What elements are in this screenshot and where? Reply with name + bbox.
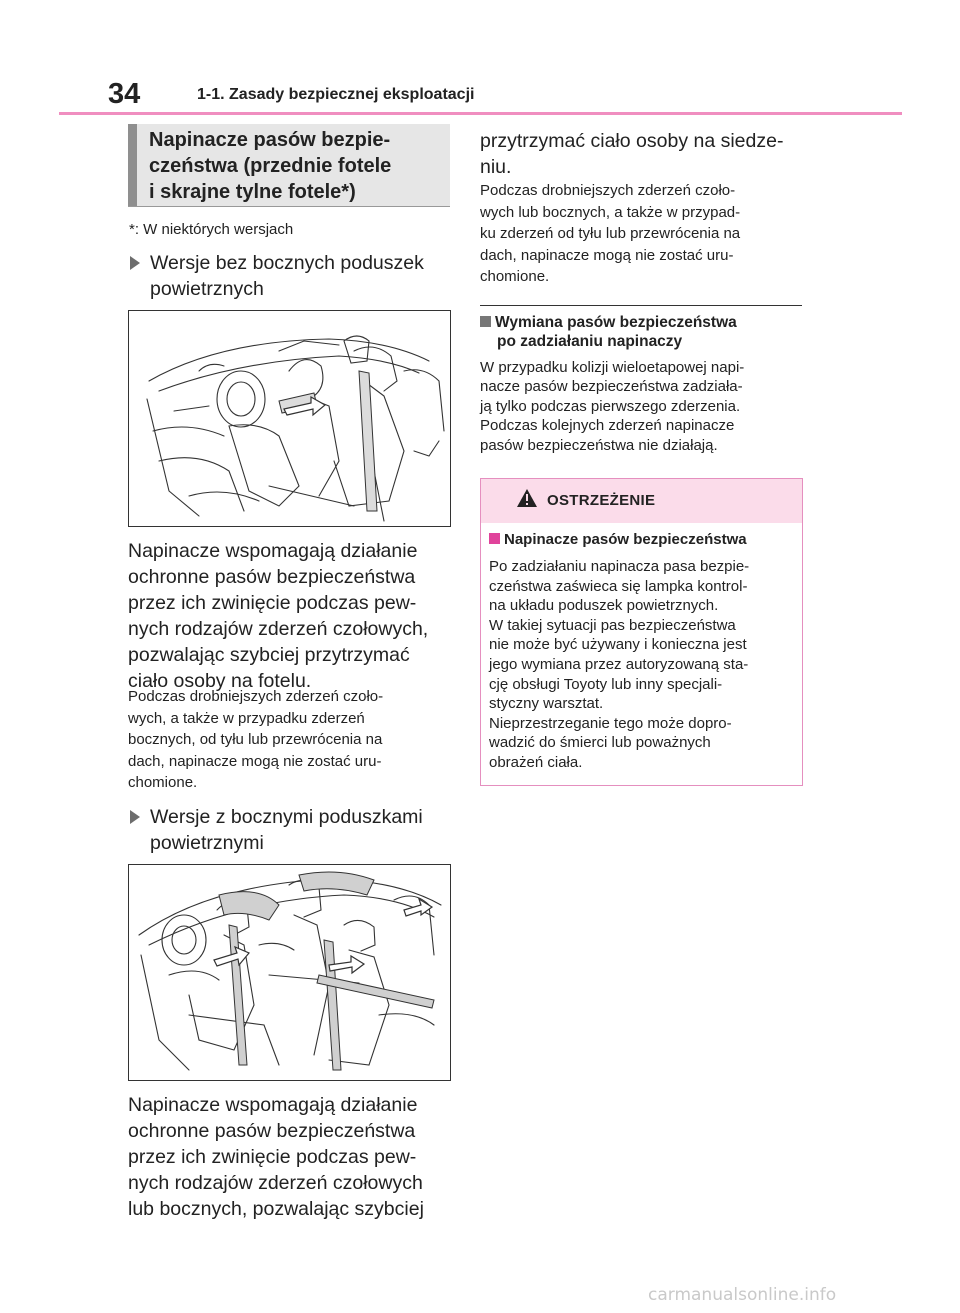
warning-line: czeństwa zaświeca się lampka kontrol- [489,577,748,595]
paragraph-line: ciało osoby na fotelu. [128,670,312,692]
bullet-title [130,804,460,856]
paragraph-line: ochronne pasów bezpieczeństwa [128,1120,416,1142]
paragraph-line: Napinacze wspomagają działanie [128,1094,418,1116]
bullet-line: Wersje z bocznymi poduszkami [150,806,423,828]
paragraph-continued [480,128,783,180]
paragraph-line: ją tylko podczas pierwszego zderzenia. [480,397,741,415]
paragraph-line: W przypadku kolizji wieloetapowej napi- [480,359,745,376]
paragraph-line: Podczas drobniejszych zderzeń czoło- [128,688,384,705]
square-bullet-icon [480,316,491,327]
paragraph-line: wych, a także w przypadku zderzeń [128,709,365,727]
warning-label: OSTRZEŻENIE [547,492,656,509]
paragraph [128,1092,424,1222]
heading-line: Napinacze pasów bezpie- [149,129,391,151]
warning-body [489,557,749,773]
heading-line: czeństwa (przednie fotele [149,155,392,177]
paragraph-line: pozwalając szybciej przytrzymać [128,644,410,666]
warning-line: wadzić do śmierci lub poważnych [489,734,711,752]
note-paragraph [480,180,740,288]
warning-box [480,478,803,786]
paragraph-line: bocznych, od tyłu lub przewrócenia na [128,731,383,748]
paragraph-line: Podczas kolejnych zderzeń napinacze [480,417,735,435]
paragraph [128,538,428,694]
warning-subtitle-text: Napinacze pasów bezpieczeństwa [504,531,747,548]
paragraph [480,358,744,455]
warning-line: W takiej sytuacji pas bezpieczeństwa [489,616,736,634]
bullet-line: powietrznych [150,278,264,300]
subsection-title-line: po zadziałaniu napinaczy [497,333,683,350]
paragraph-line: Napinacze wspomagają działanie [128,540,418,562]
paragraph-line: nacze pasów bezpieczeństwa zadziała- [480,378,743,396]
bullet-title [130,250,460,302]
watermark: carmanualsonline.info [648,1285,837,1305]
subsection-title [480,313,810,351]
paragraph-line: przytrzymać ciało osoby na siedze- [480,130,784,152]
seatbelt-pretensioner-illustration [128,310,451,527]
bullet-line: powietrznymi [150,832,264,854]
header-rule [59,112,902,115]
warning-subtitle [489,531,747,548]
paragraph-line: przez ich zwinięcie podczas pew- [128,592,417,614]
bullet-line: Wersje bez bocznych poduszek [150,252,424,274]
paragraph-line: niu. [480,156,512,178]
warning-line: jego wymiana przez autoryzowaną sta- [489,655,749,673]
square-bullet-icon [489,533,500,544]
warning-line: na układu poduszek powietrznych. [489,597,719,615]
paragraph-line: chomione. [128,774,198,791]
bullet-arrow-icon [130,256,140,270]
heading-line: i skrajne tylne fotele*) [149,181,356,203]
paragraph-line: dach, napinacze mogą nie zostać uru- [128,752,382,770]
warning-line: nie może być używany i konieczna jest [489,636,747,654]
side-airbag-pretensioner-illustration [128,864,451,1081]
section-title: 1-1. Zasady bezpiecznej eksploatacji [197,86,475,103]
paragraph-line: dach, napinacze mogą nie zostać uru- [480,246,734,264]
warning-header [481,479,802,523]
warning-line: styczny warsztat. [489,695,604,713]
paragraph-line: nych rodzajów zderzeń czołowych, [128,618,429,640]
warning-triangle-icon [516,488,538,508]
paragraph-line: ku zderzeń od tyłu lub przewrócenia na [480,225,741,242]
bullet-arrow-icon [130,810,140,824]
warning-line: Po zadziałaniu napinacza pasa bezpie- [489,558,750,575]
paragraph-line: ochronne pasów bezpieczeństwa [128,566,416,588]
note-paragraph [128,686,383,794]
warning-line: Nieprzestrzeganie tego może dopro- [489,714,732,732]
paragraph-line: wych lub bocznych, a także w przypad- [480,203,741,221]
page-number: 34 [108,78,141,110]
warning-line: cję obsługi Toyoty lub inny specjali- [489,675,723,693]
paragraph-line: nych rodzajów zderzeń czołowych [128,1172,423,1194]
paragraph-line: Podczas drobniejszych zderzeń czoło- [480,182,736,199]
subsection-title-line: Wymiana pasów bezpieczeństwa [495,314,737,331]
section-heading [128,124,450,206]
warning-line: obrażeń ciała. [489,753,583,771]
paragraph-line: przez ich zwinięcie podczas pew- [128,1146,417,1168]
paragraph-line: chomione. [480,268,550,285]
footnote: *: W niektórych wersjach [129,221,294,238]
paragraph-line: lub bocznych, pozwalając szybciej [128,1198,424,1220]
heading-rule [128,206,450,207]
paragraph-line: pasów bezpieczeństwa nie działają. [480,436,718,454]
divider [480,305,802,306]
